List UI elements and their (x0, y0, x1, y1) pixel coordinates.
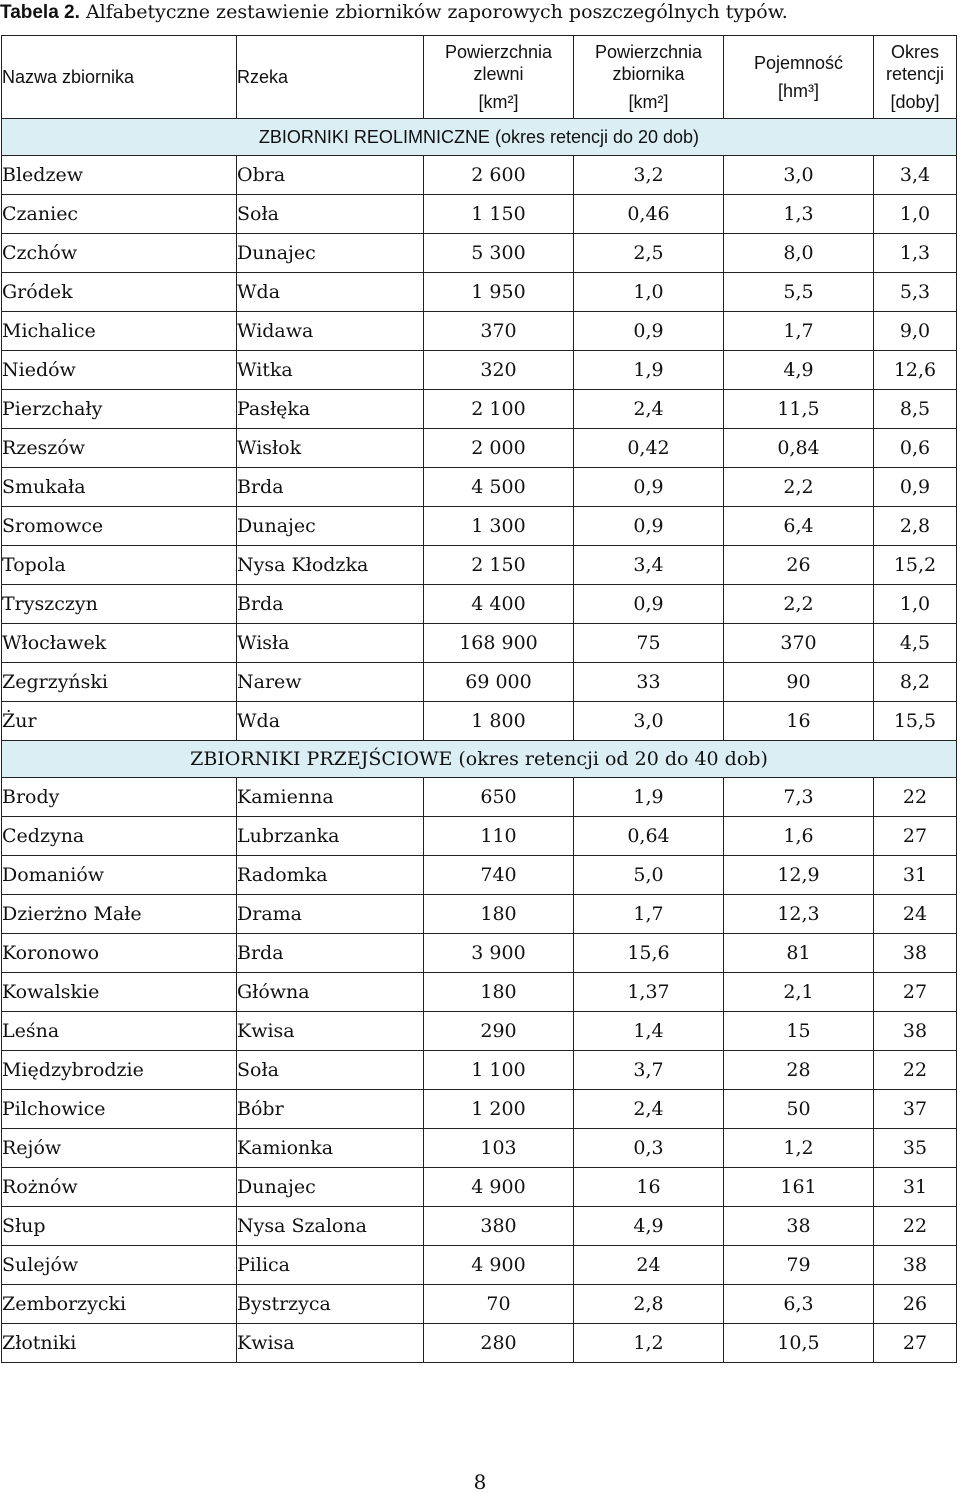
cell-retention: 22 (874, 1207, 957, 1246)
cell-retention: 9,0 (874, 312, 957, 351)
table-row (2, 468, 957, 507)
header-retention-unit: [doby] (890, 92, 940, 112)
cell-river: Pilica (237, 1246, 424, 1285)
cell-catchment: 2 600 (424, 156, 574, 195)
cell-reservoir-area: 15,6 (574, 934, 724, 973)
cell-river: Kwisa (237, 1012, 424, 1051)
cell-reservoir-area: 0,9 (574, 312, 724, 351)
cell-river: Widawa (237, 312, 424, 351)
cell-retention: 0,6 (874, 429, 957, 468)
cell-river: Wisłok (237, 429, 424, 468)
cell-catchment: 110 (424, 817, 574, 856)
table-row (2, 1324, 957, 1363)
table-row (2, 429, 957, 468)
cell-retention: 38 (874, 934, 957, 973)
header-catchment (424, 36, 574, 119)
cell-retention: 1,0 (874, 585, 957, 624)
cell-reservoir-area: 1,7 (574, 895, 724, 934)
cell-catchment: 380 (424, 1207, 574, 1246)
cell-river: Lubrzanka (237, 817, 424, 856)
cell-name: Czchów (2, 234, 237, 273)
cell-reservoir-area: 0,3 (574, 1129, 724, 1168)
cell-river: Soła (237, 1051, 424, 1090)
cell-name: Niedów (2, 351, 237, 390)
table-row (2, 507, 957, 546)
table-row (2, 663, 957, 702)
table-row (2, 702, 957, 741)
cell-reservoir-area: 0,46 (574, 195, 724, 234)
cell-retention: 15,2 (874, 546, 957, 585)
table-row (2, 817, 957, 856)
cell-name: Gródek (2, 273, 237, 312)
cell-name: Sromowce (2, 507, 237, 546)
reservoir-table (1, 35, 957, 1363)
cell-name: Leśna (2, 1012, 237, 1051)
table-row (2, 1090, 957, 1129)
cell-river: Brda (237, 585, 424, 624)
cell-reservoir-area: 33 (574, 663, 724, 702)
cell-river: Bóbr (237, 1090, 424, 1129)
cell-name: Smukała (2, 468, 237, 507)
header-capacity-label: Pojemność (753, 53, 844, 73)
cell-reservoir-area: 2,4 (574, 1090, 724, 1129)
cell-catchment: 4 900 (424, 1246, 574, 1285)
cell-capacity: 90 (724, 663, 874, 702)
cell-river: Wda (237, 702, 424, 741)
cell-river: Narew (237, 663, 424, 702)
table-row (2, 390, 957, 429)
cell-catchment: 1 200 (424, 1090, 574, 1129)
table-row (2, 156, 957, 195)
cell-retention: 1,3 (874, 234, 957, 273)
section-header-row (2, 741, 957, 778)
cell-name: Domaniów (2, 856, 237, 895)
cell-capacity: 81 (724, 934, 874, 973)
cell-capacity: 2,2 (724, 585, 874, 624)
cell-river: Wisła (237, 624, 424, 663)
header-retention-label: Okres retencji (885, 42, 945, 84)
section-title: ZBIORNIKI PRZEJŚCIOWE (okres retencji od 20 do 40 dob) (2, 741, 957, 778)
cell-reservoir-area: 0,42 (574, 429, 724, 468)
cell-river: Pasłęka (237, 390, 424, 429)
cell-reservoir-area: 1,9 (574, 351, 724, 390)
cell-reservoir-area: 4,9 (574, 1207, 724, 1246)
table-row (2, 1207, 957, 1246)
header-river: Rzeka (237, 36, 424, 119)
table-row (2, 195, 957, 234)
cell-capacity: 1,7 (724, 312, 874, 351)
cell-river: Obra (237, 156, 424, 195)
cell-river: Dunajec (237, 507, 424, 546)
cell-reservoir-area: 3,7 (574, 1051, 724, 1090)
cell-reservoir-area: 1,2 (574, 1324, 724, 1363)
cell-retention: 26 (874, 1285, 957, 1324)
table-row (2, 1285, 957, 1324)
cell-river: Soła (237, 195, 424, 234)
cell-retention: 27 (874, 973, 957, 1012)
cell-reservoir-area: 1,0 (574, 273, 724, 312)
cell-name: Cedzyna (2, 817, 237, 856)
cell-catchment: 280 (424, 1324, 574, 1363)
cell-reservoir-area: 1,9 (574, 778, 724, 817)
cell-retention: 1,0 (874, 195, 957, 234)
table-caption (0, 0, 788, 25)
cell-reservoir-area: 16 (574, 1168, 724, 1207)
cell-name: Brody (2, 778, 237, 817)
cell-river: Wda (237, 273, 424, 312)
cell-retention: 22 (874, 1051, 957, 1090)
cell-river: Brda (237, 468, 424, 507)
cell-name: Złotniki (2, 1324, 237, 1363)
cell-capacity: 28 (724, 1051, 874, 1090)
cell-capacity: 1,3 (724, 195, 874, 234)
cell-river: Kamionka (237, 1129, 424, 1168)
header-reservoir-area (574, 36, 724, 119)
cell-name: Koronowo (2, 934, 237, 973)
cell-name: Włocławek (2, 624, 237, 663)
cell-retention: 5,3 (874, 273, 957, 312)
cell-reservoir-area: 2,4 (574, 390, 724, 429)
cell-retention: 35 (874, 1129, 957, 1168)
cell-name: Sulejów (2, 1246, 237, 1285)
cell-name: Rejów (2, 1129, 237, 1168)
cell-name: Rzeszów (2, 429, 237, 468)
cell-river: Witka (237, 351, 424, 390)
section-header-row (2, 119, 957, 156)
cell-retention: 3,4 (874, 156, 957, 195)
table-row (2, 1246, 957, 1285)
cell-capacity: 1,2 (724, 1129, 874, 1168)
cell-reservoir-area: 0,64 (574, 817, 724, 856)
cell-name: Topola (2, 546, 237, 585)
table-row (2, 1012, 957, 1051)
table-row (2, 312, 957, 351)
caption-label: Tabela 2. (0, 2, 80, 23)
cell-name: Kowalskie (2, 973, 237, 1012)
cell-retention: 4,5 (874, 624, 957, 663)
table-row (2, 234, 957, 273)
cell-capacity: 6,3 (724, 1285, 874, 1324)
cell-catchment: 4 500 (424, 468, 574, 507)
cell-reservoir-area: 0,9 (574, 468, 724, 507)
caption-text: Alfabetyczne zestawienie zbiorników zaporowych poszczególnych typów. (85, 1, 788, 23)
section-title: ZBIORNIKI REOLIMNICZNE (okres retencji do 20 dob) (2, 119, 957, 156)
table-row (2, 1129, 957, 1168)
header-reservoir-area-label: Powierzchnia zbiornika (594, 42, 703, 84)
cell-retention: 38 (874, 1012, 957, 1051)
cell-catchment: 1 800 (424, 702, 574, 741)
cell-retention: 31 (874, 1168, 957, 1207)
header-reservoir-area-unit: [km²] (628, 92, 669, 112)
cell-retention: 24 (874, 895, 957, 934)
table-row (2, 273, 957, 312)
cell-capacity: 8,0 (724, 234, 874, 273)
cell-catchment: 290 (424, 1012, 574, 1051)
header-capacity-unit: [hm³] (777, 81, 819, 101)
cell-name: Zemborzycki (2, 1285, 237, 1324)
cell-catchment: 1 100 (424, 1051, 574, 1090)
cell-river: Kwisa (237, 1324, 424, 1363)
cell-retention: 22 (874, 778, 957, 817)
cell-capacity: 16 (724, 702, 874, 741)
cell-name: Słup (2, 1207, 237, 1246)
cell-capacity: 161 (724, 1168, 874, 1207)
cell-reservoir-area: 0,9 (574, 585, 724, 624)
cell-retention: 15,5 (874, 702, 957, 741)
table-row (2, 895, 957, 934)
table-body (2, 119, 957, 1363)
cell-retention: 2,8 (874, 507, 957, 546)
cell-catchment: 370 (424, 312, 574, 351)
cell-catchment: 5 300 (424, 234, 574, 273)
cell-catchment: 70 (424, 1285, 574, 1324)
cell-reservoir-area: 75 (574, 624, 724, 663)
table-row (2, 585, 957, 624)
header-name: Nazwa zbiornika (2, 36, 237, 119)
table-row (2, 546, 957, 585)
cell-capacity: 5,5 (724, 273, 874, 312)
cell-reservoir-area: 1,37 (574, 973, 724, 1012)
cell-catchment: 168 900 (424, 624, 574, 663)
cell-name: Czaniec (2, 195, 237, 234)
cell-catchment: 2 000 (424, 429, 574, 468)
cell-capacity: 79 (724, 1246, 874, 1285)
cell-reservoir-area: 2,8 (574, 1285, 724, 1324)
cell-capacity: 10,5 (724, 1324, 874, 1363)
table-row (2, 1168, 957, 1207)
cell-capacity: 0,84 (724, 429, 874, 468)
cell-retention: 8,2 (874, 663, 957, 702)
cell-retention: 31 (874, 856, 957, 895)
cell-retention: 38 (874, 1246, 957, 1285)
table-row (2, 934, 957, 973)
cell-capacity: 2,1 (724, 973, 874, 1012)
cell-reservoir-area: 1,4 (574, 1012, 724, 1051)
header-catchment-label: Powierzchnia zlewni (444, 42, 553, 84)
header-retention (874, 36, 957, 119)
cell-capacity: 26 (724, 546, 874, 585)
cell-capacity: 7,3 (724, 778, 874, 817)
cell-capacity: 370 (724, 624, 874, 663)
cell-capacity: 2,2 (724, 468, 874, 507)
cell-capacity: 11,5 (724, 390, 874, 429)
cell-capacity: 6,4 (724, 507, 874, 546)
cell-name: Rożnów (2, 1168, 237, 1207)
cell-catchment: 740 (424, 856, 574, 895)
table-row (2, 973, 957, 1012)
cell-catchment: 650 (424, 778, 574, 817)
cell-retention: 0,9 (874, 468, 957, 507)
cell-river: Nysa Kłodzka (237, 546, 424, 585)
cell-retention: 12,6 (874, 351, 957, 390)
cell-capacity: 38 (724, 1207, 874, 1246)
cell-capacity: 12,9 (724, 856, 874, 895)
cell-catchment: 4 900 (424, 1168, 574, 1207)
cell-name: Michalice (2, 312, 237, 351)
cell-name: Międzybrodzie (2, 1051, 237, 1090)
cell-name: Pierzchały (2, 390, 237, 429)
cell-river: Kamienna (237, 778, 424, 817)
cell-river: Brda (237, 934, 424, 973)
header-capacity (724, 36, 874, 119)
cell-name: Żur (2, 702, 237, 741)
cell-river: Drama (237, 895, 424, 934)
cell-catchment: 320 (424, 351, 574, 390)
cell-capacity: 4,9 (724, 351, 874, 390)
cell-reservoir-area: 3,0 (574, 702, 724, 741)
cell-name: Dzierżno Małe (2, 895, 237, 934)
cell-river: Główna (237, 973, 424, 1012)
cell-catchment: 1 150 (424, 195, 574, 234)
cell-catchment: 180 (424, 973, 574, 1012)
cell-capacity: 12,3 (724, 895, 874, 934)
table-row (2, 351, 957, 390)
cell-reservoir-area: 3,4 (574, 546, 724, 585)
cell-capacity: 1,6 (724, 817, 874, 856)
cell-name: Zegrzyński (2, 663, 237, 702)
cell-reservoir-area: 3,2 (574, 156, 724, 195)
cell-catchment: 180 (424, 895, 574, 934)
header-catchment-unit: [km²] (478, 92, 519, 112)
table-row (2, 778, 957, 817)
cell-name: Tryszczyn (2, 585, 237, 624)
cell-name: Bledzew (2, 156, 237, 195)
cell-capacity: 50 (724, 1090, 874, 1129)
cell-catchment: 3 900 (424, 934, 574, 973)
cell-river: Dunajec (237, 1168, 424, 1207)
cell-catchment: 103 (424, 1129, 574, 1168)
cell-catchment: 1 300 (424, 507, 574, 546)
cell-capacity: 3,0 (724, 156, 874, 195)
page-number: 8 (473, 1470, 487, 1494)
cell-reservoir-area: 24 (574, 1246, 724, 1285)
cell-retention: 27 (874, 817, 957, 856)
cell-catchment: 2 100 (424, 390, 574, 429)
cell-reservoir-area: 0,9 (574, 507, 724, 546)
table-row (2, 624, 957, 663)
cell-river: Radomka (237, 856, 424, 895)
cell-capacity: 15 (724, 1012, 874, 1051)
table-row (2, 856, 957, 895)
cell-retention: 27 (874, 1324, 957, 1363)
cell-river: Nysa Szalona (237, 1207, 424, 1246)
cell-retention: 8,5 (874, 390, 957, 429)
cell-reservoir-area: 5,0 (574, 856, 724, 895)
cell-catchment: 1 950 (424, 273, 574, 312)
header-row (2, 36, 957, 119)
cell-river: Dunajec (237, 234, 424, 273)
cell-river: Bystrzyca (237, 1285, 424, 1324)
cell-catchment: 4 400 (424, 585, 574, 624)
table-row (2, 1051, 957, 1090)
cell-retention: 37 (874, 1090, 957, 1129)
cell-catchment: 69 000 (424, 663, 574, 702)
cell-name: Pilchowice (2, 1090, 237, 1129)
cell-reservoir-area: 2,5 (574, 234, 724, 273)
cell-catchment: 2 150 (424, 546, 574, 585)
